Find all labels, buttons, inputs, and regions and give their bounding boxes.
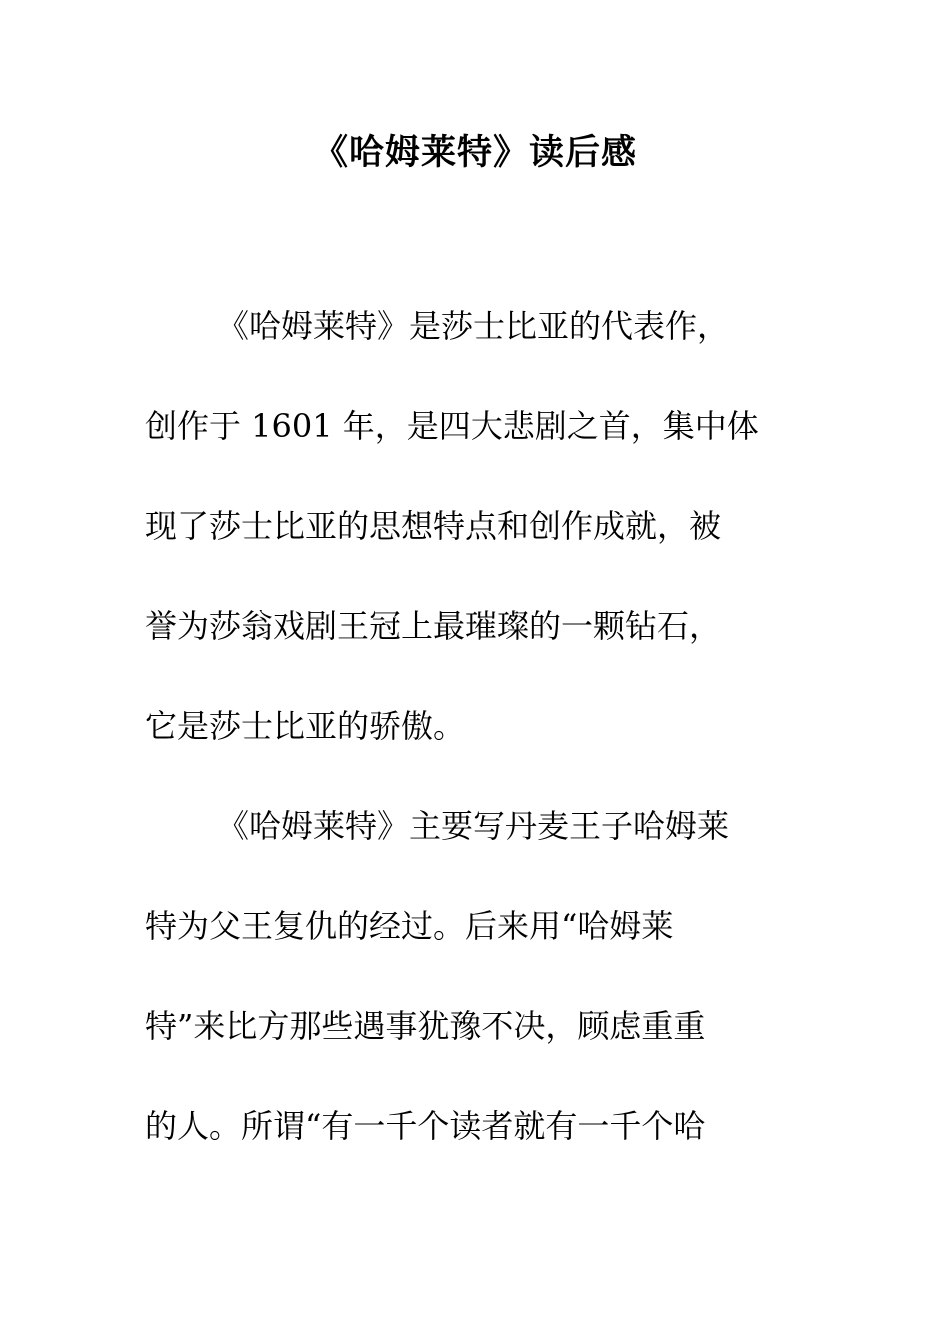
document-title: 《哈姆莱特》读后感 (312, 133, 637, 173)
paragraph-1-line-1: 《哈姆莱特》是莎士比亚的代表作， (217, 307, 730, 345)
paragraph-2-line-4: 的人。所谓“有一千个读者就有一千个哈 (145, 1107, 706, 1145)
paragraph-2-line-2: 特为父王复仇的经过。后来用“哈姆莱 (145, 907, 674, 945)
paragraph-2-line-3: 特”来比方那些遇事犹豫不决，顾虑重重 (145, 1007, 706, 1045)
paragraph-1-line-3: 现了莎士比亚的思想特点和创作成就，被 (145, 507, 722, 545)
paragraph-1-line-4: 誉为莎翁戏剧王冠上最璀璨的一颗钻石， (145, 607, 722, 645)
paragraph-1-line-2: 创作于 1601 年，是四大悲剧之首，集中体 (145, 407, 759, 445)
paragraph-2-line-1: 《哈姆莱特》主要写丹麦王子哈姆莱 (217, 807, 730, 845)
paragraph-1-line-5: 它是莎士比亚的骄傲。 (145, 707, 466, 745)
document-body (145, 276, 805, 1176)
